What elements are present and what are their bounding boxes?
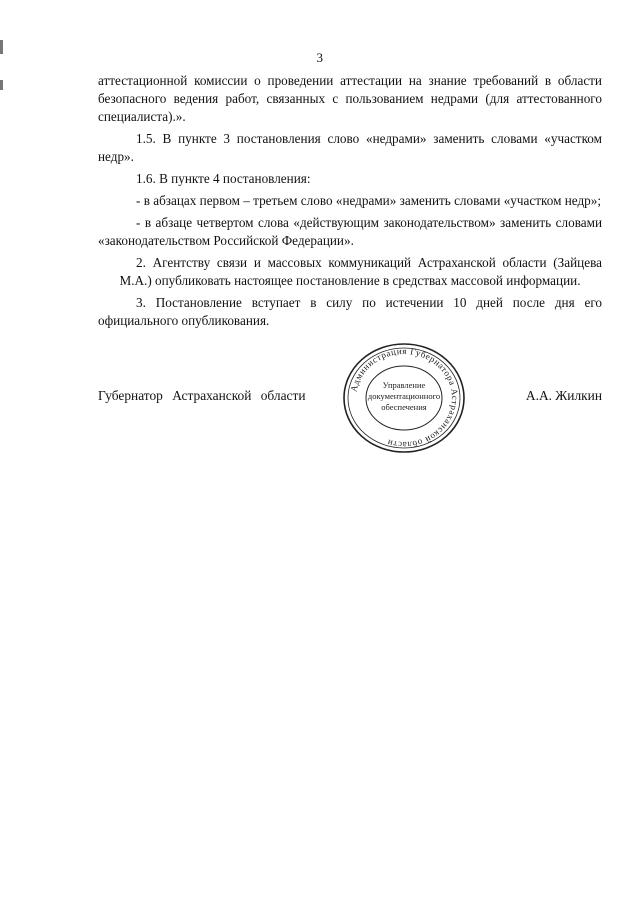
paragraph-1-6-item-2: - в абзаце четвертом слова «действующим законодательством» заменить словами «законодательством Российской Федерации». [98,215,602,248]
stamp-inner-line-3: обеспечения [381,402,427,412]
page-number: 3 [316,50,324,65]
paragraph-1-6-item-1: - в абзацах первом – третьем слово «недрами» заменить словами «участком недр»; [136,193,602,208]
scan-edge-mark [0,80,3,90]
stamp-outer-text: Администрация Губернатора Астраханской области [348,345,461,451]
stamp-inner-line-2: документационного [367,391,441,401]
paragraph-1-6: 1.6. В пункте 4 постановления: [136,171,311,186]
paragraph-1-5: 1.5. В пункте 3 постановления слово «недрами» заменить словами «участком недр». [98,131,602,164]
paragraph-2: 2. Агентству связи и массовых коммуникаций Астраханской области (Зайцева М.А.) опубликовать настоящее постановление в средствах массовой информации. [119,255,602,288]
document-body [98,72,602,334]
signatory-name: А.А. Жилкин [525,388,602,403]
stamp-inner-line-1: Управление [382,380,426,390]
signature-block [98,388,602,412]
signatory-title: Губернатор Астраханской области [98,388,306,403]
paragraph-continuation: аттестационной комиссии о проведении аттестации на знание требований в области безопасного ведения работ, связанных с пользованием недрами (для аттестованного специалиста).». [98,73,602,124]
paragraph-3: 3. Постановление вступает в силу по истечении 10 дней после дня его официального опубликования. [98,295,602,328]
